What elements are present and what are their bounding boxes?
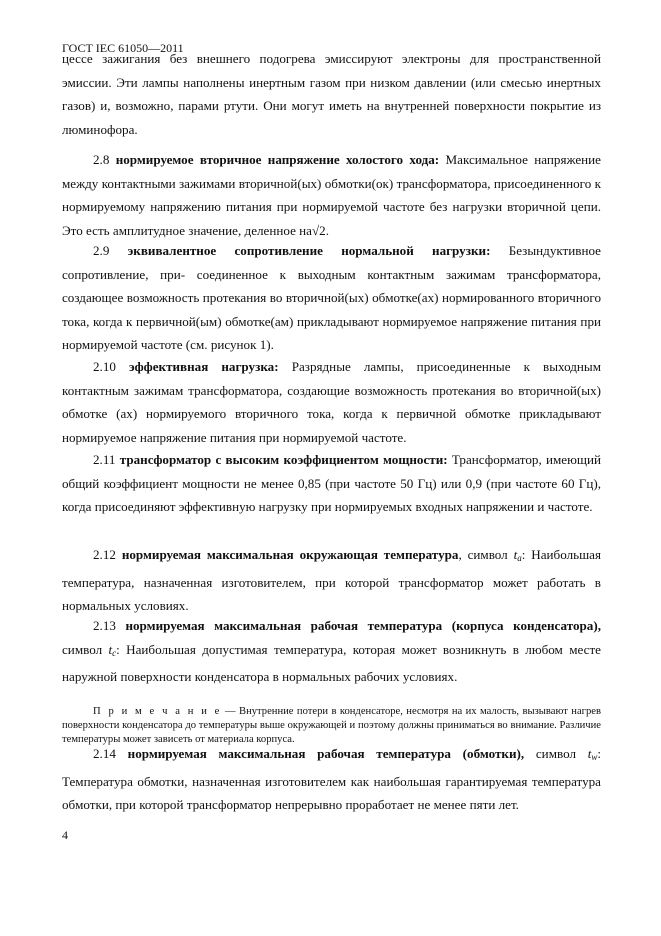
section-number: 2.13 xyxy=(93,618,116,633)
section-2-12 xyxy=(62,543,601,618)
term: трансформатор с высоким коэффициентом мощности: xyxy=(119,452,448,467)
symbol-prefix: символ xyxy=(535,746,576,761)
section-2-14 xyxy=(62,742,601,817)
section-number: 2.12 xyxy=(93,547,116,562)
term: нормируемое вторичное напряжение холостого хода: xyxy=(115,152,440,167)
section-2-12-text xyxy=(62,543,601,618)
section-2-13-text xyxy=(62,614,601,689)
section-2-11-text xyxy=(62,448,601,519)
symbol-prefix: , символ xyxy=(458,547,508,562)
section-2-14-text xyxy=(62,742,601,817)
symbol-prefix: символ xyxy=(62,641,103,657)
definition: : Наибольшая температура, назначенная изготовителем, при которой трансформатор может работать в нормальных условиях. xyxy=(62,547,601,613)
symbol: t xyxy=(587,746,592,761)
section-2-13 xyxy=(62,614,601,689)
definition: Безындуктивное сопротивление, при- соединенное к выходным контактным зажимам трансформатора, создающее возможность протекания во вторичной(ых) обмотке(ах) нормированного вторичного тока, когда к первичной(ым) обмотке(ам) прикладывают нормируемое напряжение питания при нормируемой частоте (см. рисунок 1). xyxy=(62,243,601,352)
definition: : Наибольшая допустимая температура, которая может возникнуть в любом месте наружной поверхности конденсатора в нормальных рабочих условиях. xyxy=(62,641,601,684)
section-number: 2.8 xyxy=(93,152,110,167)
section-2-10-text xyxy=(62,355,601,449)
term: эффективная нагрузка: xyxy=(129,359,279,374)
intro-paragraph xyxy=(62,47,601,141)
symbol-subscript: a xyxy=(517,553,522,563)
symbol: t xyxy=(513,547,518,562)
section-2-10 xyxy=(62,355,601,449)
note-text: — Внутренние потери в конденсаторе, несмотря на их малость, вызывают нагрев поверхности конденсатора до температуры выше окружающей и поэтому должны приниматься во внимание. Различие температуры может зависеть от материала корпуса. xyxy=(62,706,601,745)
section-2-9-text xyxy=(62,239,601,357)
definition: : Температура обмотки, назначенная изготовителем как наибольшая гарантируемая температура обмотки, при которой трансформатор непрерывно проработает не менее пяти лет. xyxy=(62,746,602,812)
term: эквивалентное сопротивление нормальной нагрузки: xyxy=(127,243,491,258)
section-number: 2.11 xyxy=(93,452,116,467)
section-2-8 xyxy=(62,148,601,242)
period: . xyxy=(325,222,330,238)
definition: Разрядные лампы, присоединенные к выходным контактным зажимам трансформатора, создающие возможность протекания во вторичной(ых) обмотке (ах) нормируемого вторичного тока, когда к первичной обмотке прикладывают нормируемое напряжение питания при нормируемой частоте. xyxy=(62,359,601,445)
sqrt-symbol: √2 xyxy=(312,222,326,238)
note xyxy=(62,705,601,747)
term: нормируемая максимальная окружающая температура xyxy=(121,547,459,562)
intro-text: цессе зажигания без внешнего подогрева эмиссируют электроны для пространственной эмиссии. Эти лампы наполнены инертным газом при низком давлении (или смесью инертных газов) и, возможно, парами ртути. Они могут иметь на внутренней поверхности покрытие из люминофора. xyxy=(62,51,601,137)
symbol-subscript: w xyxy=(591,752,598,762)
term: нормируемая максимальная рабочая температура (обмотки), xyxy=(127,746,525,761)
section-number: 2.14 xyxy=(93,746,116,761)
section-2-9 xyxy=(62,239,601,357)
section-number: 2.10 xyxy=(93,359,116,374)
definition: Максимальное напряжение между контактными зажимами вторичной(ых) обмотки(ок) трансформатора, присоединенного к нормируемому напряжению питания при нормируемой частоте без нагрузки вторичной цепи. Это есть амплитудное значение, деленное на xyxy=(62,152,601,238)
page-number: 4 xyxy=(62,828,68,842)
note-label: П р и м е ч а н и е xyxy=(93,706,222,717)
page-header: ГОСТ IEC 61050—2011 xyxy=(62,41,184,55)
section-number: 2.9 xyxy=(93,243,110,258)
section-2-8-text xyxy=(62,148,601,242)
definition: Трансформатор, имеющий общий коэффициент мощности не менее 0,85 (при частоте 50 Гц) или 0,9 (при частоте 60 Гц), когда присоединяют эффективную нагрузку при нормируемых входных напряжении и частоте. xyxy=(62,452,601,514)
section-2-11 xyxy=(62,448,601,519)
symbol: t xyxy=(108,641,113,657)
term: нормируемая максимальная рабочая температура (корпуса конденсатора), xyxy=(125,618,601,633)
symbol-subscript: c xyxy=(112,647,117,658)
